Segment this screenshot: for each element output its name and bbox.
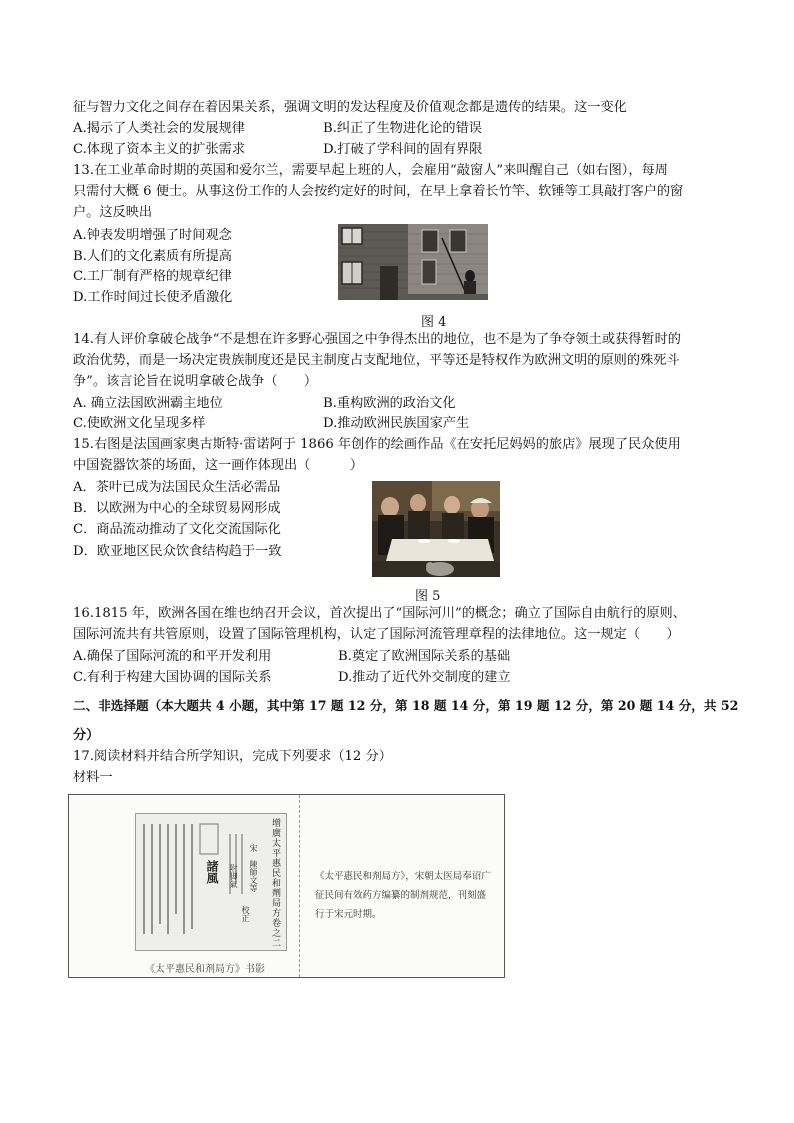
material-description-line3: 行于宋元时期。	[315, 909, 382, 920]
q14-stem-line3: 争”。该言论旨在说明拿破仑战争（ ）	[73, 374, 318, 389]
q13-option-b[interactable]: B.人们的文化素质有所提高	[73, 249, 232, 264]
q14-option-b[interactable]: B.重构欧洲的政治文化	[323, 396, 456, 411]
book-subheading-text: 附脚氣	[229, 864, 238, 888]
q16-stem-line2: 国际河流共有共管原则，设置了国际管理机构，认定了国际河流管理章程的法律地位。这一规定（ ）	[73, 627, 680, 642]
q16-option-a[interactable]: A.确保了国际河流的和平开发利用	[73, 649, 272, 664]
q12-option-d[interactable]: D.打破了学科间的固有界限	[323, 142, 483, 157]
material-description	[315, 867, 491, 924]
q13-stem-line1: 13.在工业革命时期的英国和爱尔兰，需要早起上班的人，会雇用“敲窗人”来叫醒自己（如右图），每周	[73, 163, 668, 178]
q13-stem-line2: 只需付大概 6 便士。从事这份工作的人会按约定好的时间，在早上拿着长竹竿、软锤等工具敲打客户的窗	[73, 184, 684, 199]
q15-option-c[interactable]: C．商品流动推动了文化交流国际化	[73, 522, 281, 537]
q14-stem-line1: 14.有人评价拿破仑战争“不是想在许多野心强国之中争得杰出的地位，也不是为了争夺领土或获得暂时的	[73, 332, 681, 347]
figure-4-knocker-up-photo	[338, 224, 488, 300]
q14-option-c[interactable]: C.使欧洲文化呈现多样	[73, 416, 206, 431]
book-collation-text: 校正	[241, 906, 250, 922]
q12-stem-cont: 征与智力文化之间存在着因果关系，强调文明的发达程度及价值观念都是遗传的结果。这一变化	[73, 100, 627, 115]
q16-option-d[interactable]: D.推动了近代外交制度的建立	[338, 670, 511, 685]
book-editor-text: 宋 陳師文等	[249, 844, 258, 892]
material-description-line1: 《太平惠民和剂局方》，宋朝太医局奉诏广	[315, 871, 491, 882]
figure-5-caption: 图 5	[415, 589, 441, 604]
q14-option-d[interactable]: D.推动欧洲民族国家产生	[323, 416, 470, 431]
q14-option-a[interactable]: A. 确立法国欧洲霸主地位	[73, 396, 223, 411]
material-description-line2: 征民间有效药方编纂的制剂规范，刊刻盛	[315, 890, 487, 901]
q15-stem-line2: 中国瓷器饮茶的场面，这一画作体现出（ ）	[73, 458, 364, 473]
q12-option-a[interactable]: A.揭示了人类社会的发展规律	[73, 121, 245, 136]
section-2-heading: 二、非选择题（本大题共 4 小题，其中第 17 题 12 分，第 18 题 14 分，第 19 题 12 分，第 20 题 14 分，共 52	[73, 698, 739, 713]
section-2-heading-cont: 分）	[73, 728, 100, 743]
material-1-panel	[68, 794, 505, 978]
q15-stem-line1: 15.右图是法国画家奥古斯特·雷诺阿于 1866 年创作的绘画作品《在安托尼妈妈的旅店》展现了民众使用	[73, 437, 681, 452]
q12-option-b[interactable]: B.纠正了生物进化论的错误	[323, 121, 482, 136]
q16-stem-line1: 16.1815 年，欧洲各国在维也纳召开会议，首次提出了“国际河川”的概念；确立了国际自由航行的原则、	[73, 606, 686, 621]
q15-option-b[interactable]: B．以欧洲为中心的全球贸易网形成	[73, 501, 281, 516]
q14-stem-line2: 政治优势，而是一场决定贵族制度还是民主制度占支配地位，平等还是特权作为欧洲文明的原则的殊死斗	[73, 353, 680, 368]
q13-option-a[interactable]: A.钟表发明增强了时间观念	[73, 228, 232, 243]
q12-option-c[interactable]: C.体现了资本主义的扩张需求	[73, 142, 246, 157]
q16-option-c[interactable]: C.有利于构建大国协调的国际关系	[73, 670, 272, 685]
q13-stem-line3: 户。这反映出	[73, 205, 153, 220]
book-page-scan	[135, 813, 287, 951]
q15-option-a[interactable]: A．茶叶已成为法国民众生活必需品	[73, 480, 281, 495]
book-caption: 《太平惠民和剂局方》书影	[145, 964, 265, 975]
q13-option-c[interactable]: C.工厂制有严格的规章纪律	[73, 269, 232, 284]
book-title-text: 增廣太平惠民和劑局方卷之二	[270, 818, 280, 948]
q17-stem: 17.阅读材料并结合所学知识，完成下列要求（12 分）	[73, 749, 392, 764]
panel-divider	[299, 795, 301, 977]
q16-option-b[interactable]: B.奠定了欧洲国际关系的基础	[338, 649, 511, 664]
book-heading-text: 諸風	[205, 860, 219, 884]
figure-5-renoir-painting	[372, 481, 500, 577]
q15-option-d[interactable]: D．欧亚地区民众饮食结构趋于一致	[73, 544, 282, 559]
q13-option-d[interactable]: D.工作时间过长使矛盾激化	[73, 290, 233, 305]
q17-material-label: 材料一	[73, 770, 113, 785]
figure-4-caption: 图 4	[421, 315, 447, 330]
